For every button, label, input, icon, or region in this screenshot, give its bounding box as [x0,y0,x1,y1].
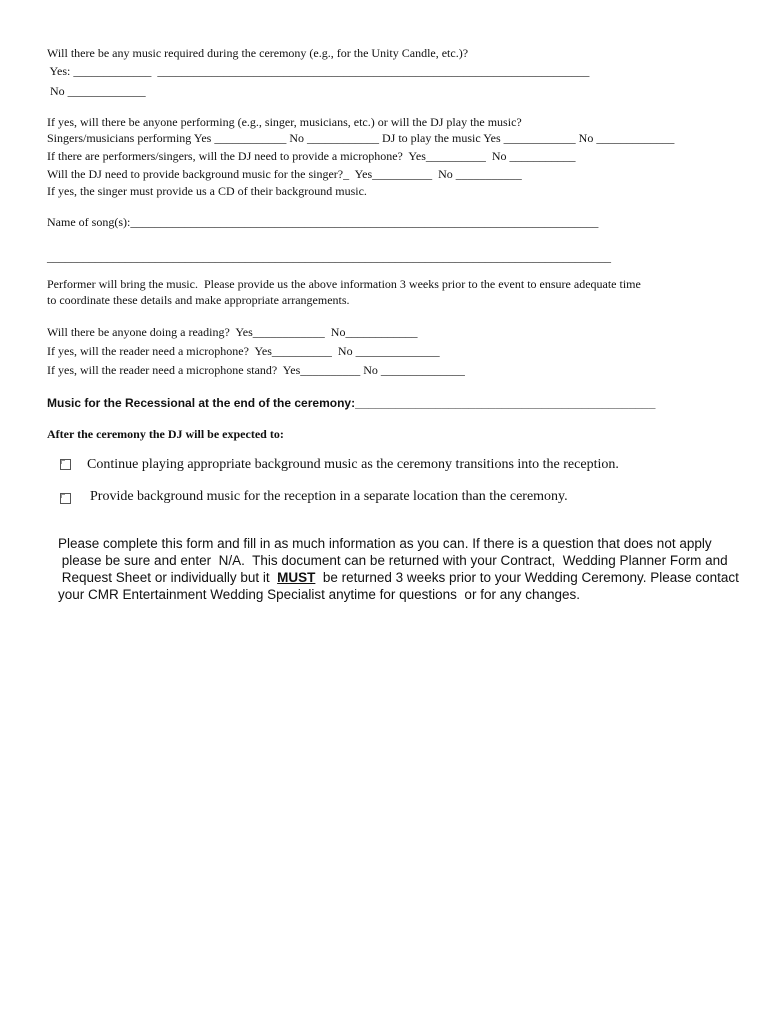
ceremony-music-no-field[interactable]: No _____________ [47,84,146,98]
reader-microphone-field[interactable]: If yes, will the reader need a microphone? Yes__________ No ______________ [47,344,440,358]
separate-location-music-label: Provide background music for the reception in a separate location than the ceremony. [90,489,568,504]
closing-line-3-end: be returned 3 weeks prior to your Wedding Ceremony. Please contact [315,570,739,585]
recessional-music-field[interactable]: Music for the Recessional at the end of the ceremony:_____________________________________________ [47,396,656,410]
performer-note-line-2: to coordinate these details and make appropriate arrangements. [47,293,350,307]
singer-cd-note: If yes, the singer must provide us a CD of their background music. [47,184,367,198]
song-names-extra-line[interactable]: ______________________________________________________________________________________________ [47,250,611,264]
separate-location-music-checkbox[interactable] [60,493,71,504]
ceremony-music-question: Will there be any music required during the ceremony (e.g., for the Unity Candle, etc.)? [47,46,469,60]
closing-line-4: your CMR Entertainment Wedding Specialist anytime for questions or for any changes. [58,587,581,602]
closing-line-1: Please complete this form and fill in as much information as you can. If there is a question that does not apply [58,536,712,551]
continue-background-music-label: Continue playing appropriate background music as the ceremony transitions into the reception. [87,457,619,472]
after-ceremony-heading: After the ceremony the DJ will be expected to: [47,427,284,441]
closing-line-3-start: Request Sheet or individually but it [58,570,278,585]
reading-field[interactable]: Will there be anyone doing a reading? Yes____________ No____________ [47,325,418,339]
closing-instructions [58,535,739,603]
performer-microphone-field[interactable]: If there are performers/singers, will the DJ need to provide a microphone? Yes__________ No ___________ [47,149,576,163]
reader-mic-stand-field[interactable]: If yes, will the reader need a microphone stand? Yes__________ No ______________ [47,363,465,377]
continue-background-music-checkbox[interactable] [60,459,71,470]
ceremony-music-yes-field[interactable]: Yes: _____________ ________________________________________________________________________ [47,64,590,78]
closing-line-2: please be sure and enter N/A. This document can be returned with your Contract, Wedding Planner Form and [58,553,728,568]
performer-note-line-1: Performer will bring the music. Please provide us the above information 3 weeks prior to the event to ensure adequate time [47,277,641,291]
singers-performing-field[interactable]: Singers/musicians performing Yes ____________ No ____________ DJ to play the music Yes ____________ No _____________ [47,131,675,145]
song-names-field[interactable]: Name of song(s):______________________________________________________________________________ [47,215,599,229]
must-emphasis: MUST [277,570,316,585]
performers-question: If yes, will there be anyone performing (e.g., singer, musicians, etc.) or will the DJ play the music? [47,115,522,129]
singer-background-music-field[interactable]: Will the DJ need to provide background music for the singer?_ Yes__________ No ___________ [47,167,522,181]
